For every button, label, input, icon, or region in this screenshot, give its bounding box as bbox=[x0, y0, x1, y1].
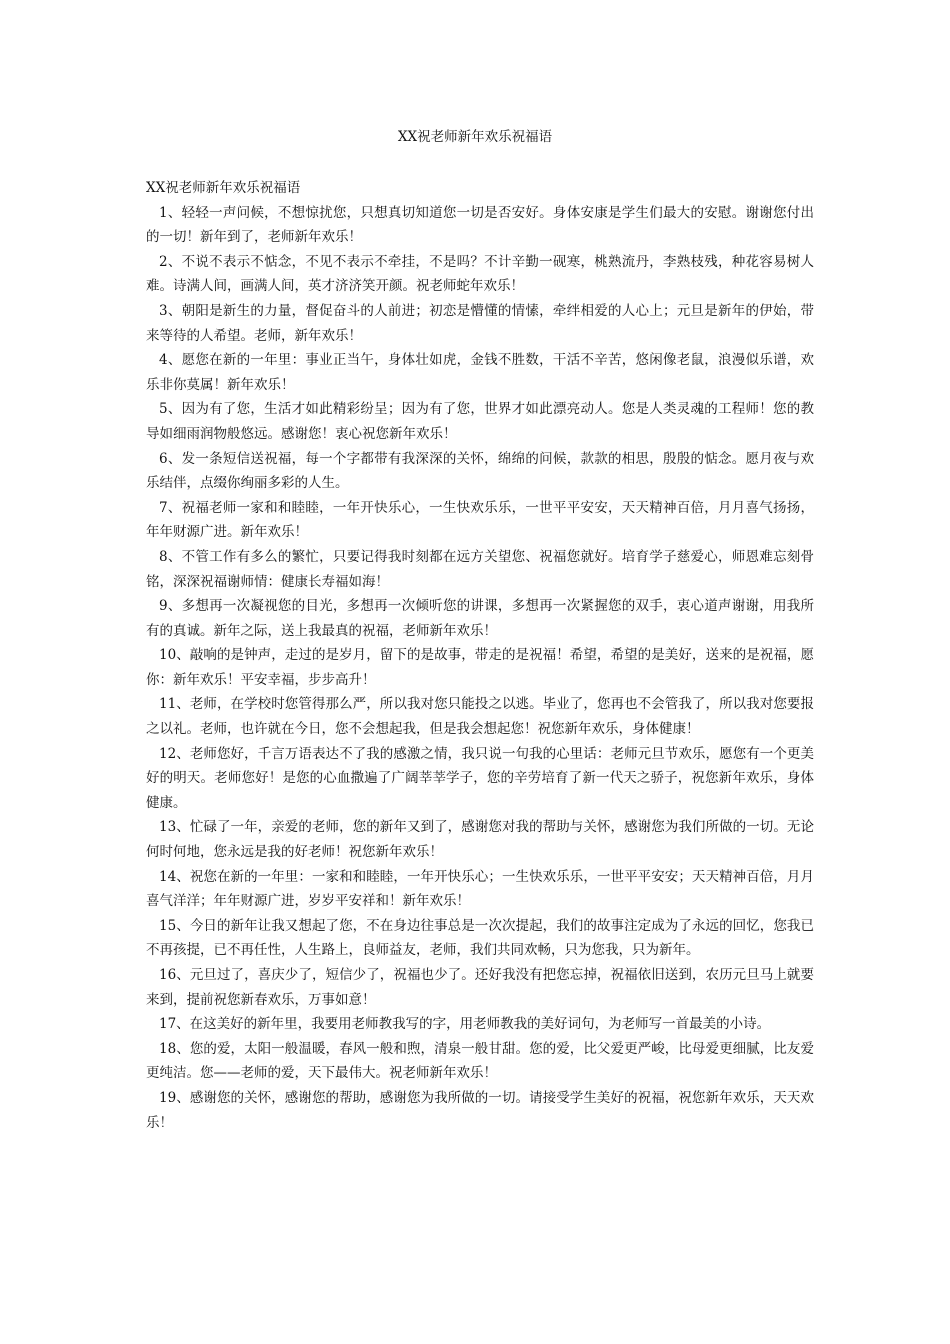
paragraph-10: 10、敲响的是钟声，走过的是岁月，留下的是故事，带走的是祝福！希望，希望的是美好，送来的是祝福，愿你：新年欢乐！平安幸福，步步高升！ bbox=[146, 647, 814, 688]
paragraph-17: 17、在这美好的新年里，我要用老师教我写的字，用老师教我的美好词句，为老师写一首最美的小诗。 bbox=[159, 1016, 771, 1033]
paragraph-11: 11、老师，在学校时您管得那么严，所以我对您只能投之以逃。毕业了，您再也不会管我了，所以我对您要报之以礼。老师，也许就在今日，您不会想起我，但是我会想起您！祝您新年欢乐，身体健康！ bbox=[146, 696, 814, 738]
paragraph-14: 14、祝您在新的一年里：一家和和睦睦，一年开快乐心；一生快欢乐乐，一世平平安安；天天精神百倍，月月喜气洋洋；年年财源广进，岁岁平安祥和！新年欢乐！ bbox=[146, 868, 814, 910]
paragraph-2: 2、不说不表示不惦念，不见不表示不牵挂，不是吗？不计辛勤一砚寒，桃熟流丹，李熟枝残，种花容易树人难。诗满人间，画满人间，英才济济笑开颜。祝老师蛇年欢乐！ bbox=[146, 253, 814, 295]
paragraph-18: 18、您的爱，太阳一般温暖，春风一般和煦，清泉一般甘甜。您的爱，比父爱更严峻，比母爱更细腻，比友爱更纯洁。您——老师的爱，天下最伟大。祝老师新年欢乐！ bbox=[146, 1040, 814, 1082]
document-title: XX祝老师新年欢乐祝福语 bbox=[397, 129, 553, 145]
paragraph-9: 9、多想再一次凝视您的目光，多想再一次倾听您的讲课，多想再一次紧握您的双手，衷心道声谢谢，用我所有的真诚。新年之际，送上我最真的祝福，老师新年欢乐！ bbox=[146, 598, 814, 639]
paragraph-16: 16、元旦过了，喜庆少了，短信少了，祝福也少了。还好我没有把您忘掉，祝福依旧送到，农历元旦马上就要来到，提前祝您新春欢乐，万事如意！ bbox=[146, 967, 814, 1008]
paragraph-15: 15、今日的新年让我又想起了您，不在身边往事总是一次次提起，我们的故事注定成为了永远的回忆，您我已不再孩提，已不再任性，人生路上，良师益友，老师，我们共同欢畅，只为您我，只为新年。 bbox=[146, 917, 814, 959]
paragraph-5: 5、因为有了您，生活才如此精彩纷呈；因为有了您，世界才如此漂亮动人。您是人类灵魂的工程师！您的教导如细雨润物般悠远。感谢您！衷心祝您新年欢乐！ bbox=[146, 401, 814, 442]
paragraph-4: 4、愿您在新的一年里：事业正当午，身体壮如虎，金钱不胜数，干活不辛苦，悠闲像老鼠，浪漫似乐谱，欢乐非你莫属！新年欢乐！ bbox=[146, 352, 814, 393]
paragraph-13: 13、忙碌了一年，亲爱的老师，您的新年又到了，感谢您对我的帮助与关怀，感谢您为我们所做的一切。无论何时何地，您永远是我的好老师！祝您新年欢乐！ bbox=[146, 819, 814, 861]
paragraph-19: 19、感谢您的关怀，感谢您的帮助，感谢您为我所做的一切。请接受学生美好的祝福，祝您新年欢乐，天天欢乐！ bbox=[146, 1089, 814, 1131]
paragraph-8: 8、不管工作有多么的繁忙，只要记得我时刻都在远方关望您、祝福您就好。培育学子慈爱心，师恩难忘刻骨铭，深深祝福谢师情：健康长寿福如海！ bbox=[146, 548, 814, 590]
paragraph-6: 6、发一条短信送祝福，每一个字都带有我深深的关怀，绵绵的问候，款款的相思，殷殷的惦念。愿月夜与欢乐结伴，点缀你绚丽多彩的人生。 bbox=[146, 450, 814, 492]
document-subtitle: XX祝老师新年欢乐祝福语 bbox=[146, 180, 301, 196]
paragraph-1: 1、轻轻一声问候，不想惊扰您，只想真切知道您一切是否安好。身体安康是学生们最大的安慰。谢谢您付出的一切！新年到了，老师新年欢乐！ bbox=[146, 204, 814, 246]
paragraph-12: 12、老师您好，千言万语表达不了我的感激之情，我只说一句我的心里话：老师元旦节欢乐，愿您有一个更美好的明天。老师您好！是您的心血撒遍了广阔莘莘学子，您的辛劳培育了新一代天之骄子，祝您新年欢乐，身体健康。 bbox=[146, 745, 814, 811]
paragraph-3: 3、朝阳是新生的力量，督促奋斗的人前进；初恋是懵懂的情愫，牵绊相爱的人心上；元旦是新年的伊始，带来等待的人希望。老师，新年欢乐！ bbox=[146, 302, 814, 344]
paragraph-7: 7、祝福老师一家和和睦睦，一年开快乐心，一生快欢乐乐，一世平平安安，天天精神百倍，月月喜气扬扬，年年财源广进。新年欢乐！ bbox=[146, 499, 814, 541]
document-body bbox=[146, 176, 814, 1135]
